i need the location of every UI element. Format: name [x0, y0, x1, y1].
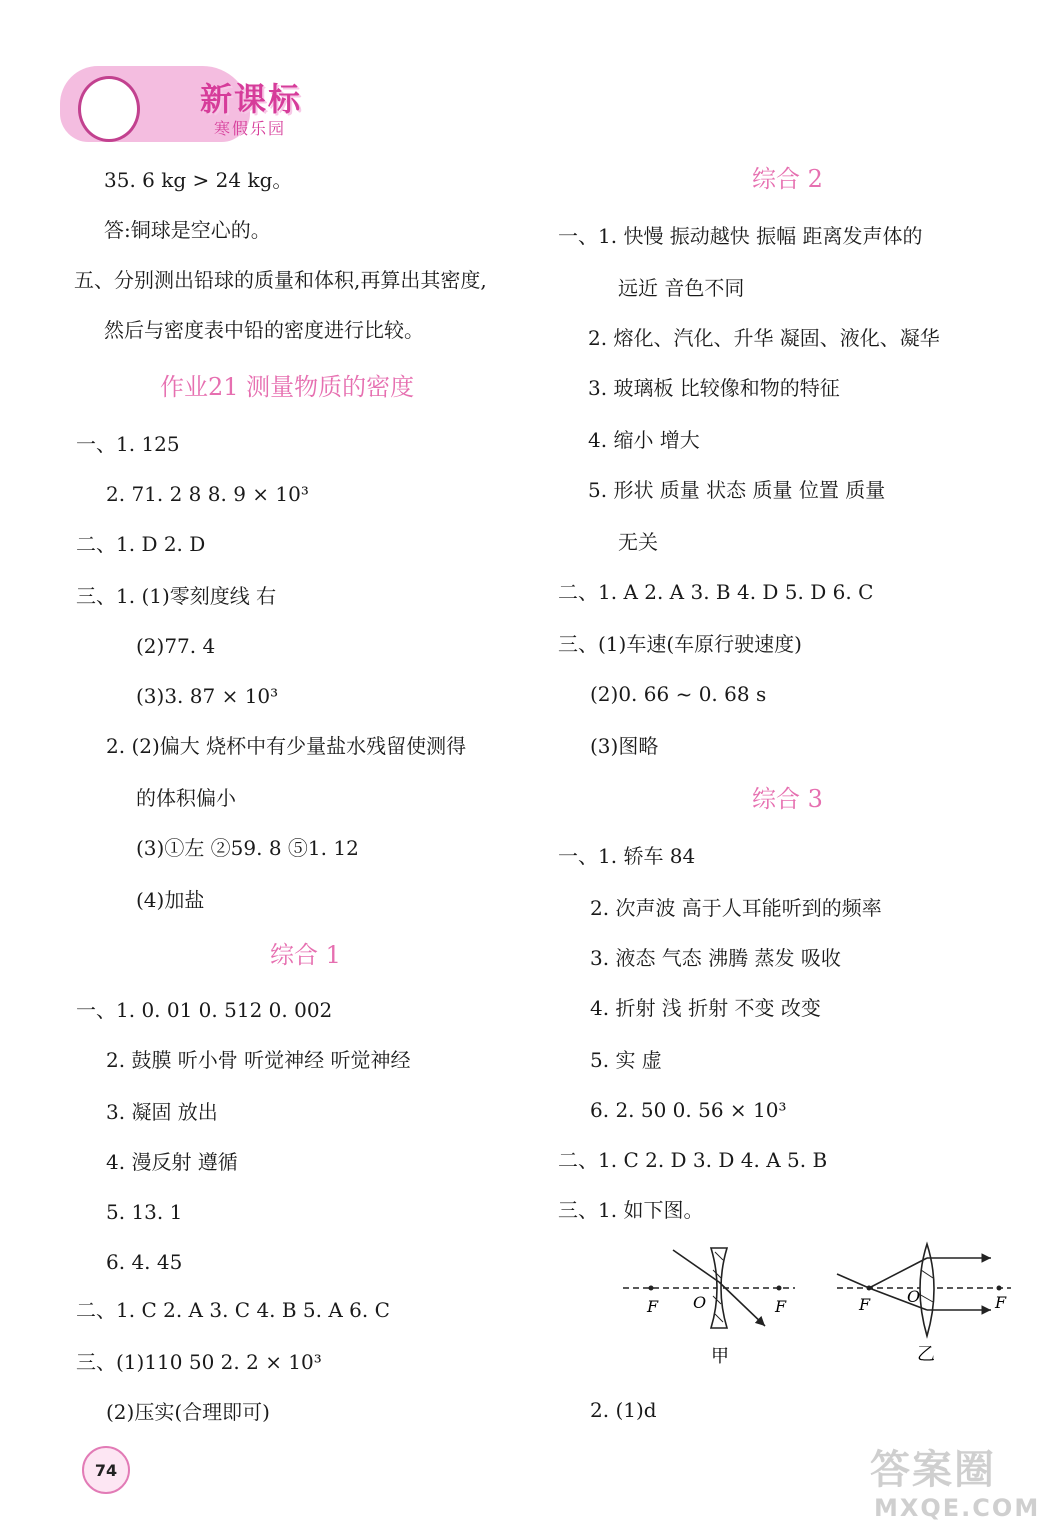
- answer-line: (2)0. 66 ~ 0. 68 s: [590, 682, 767, 706]
- watermark-text: 答案圈: [870, 1447, 996, 1493]
- answer-line: (2)压实(合理即可): [106, 1400, 270, 1424]
- answer-line: 6. 4. 45: [106, 1250, 183, 1274]
- answer-line: 2. 71. 2 8 8. 9 × 10³: [106, 482, 309, 506]
- answer-line: 的体积偏小: [136, 786, 236, 810]
- answer-line: 答:铜球是空心的。: [104, 218, 271, 242]
- answer-line: (2)77. 4: [136, 634, 216, 658]
- figure-label-yi: 乙: [917, 1344, 935, 1365]
- optical-center-label: O: [907, 1287, 921, 1306]
- answer-line: 2. 次声波 高于人耳能听到的频率: [590, 896, 882, 920]
- logo-subtitle: 寒假乐园: [214, 119, 287, 138]
- answer-line: 2. 熔化、汽化、升华 凝固、液化、凝华: [588, 326, 940, 350]
- answer-line: 一、1. 轿车 84: [558, 844, 696, 868]
- concave-lens-figure: [623, 1248, 795, 1367]
- answer-line: 远近 音色不同: [618, 276, 745, 300]
- page-number: 74: [82, 1446, 130, 1494]
- answer-line: 三、1. (1)零刻度线 右: [76, 584, 277, 608]
- answer-line: 6. 2. 50 0. 56 × 10³: [590, 1098, 787, 1122]
- answer-line: (3)①左 ②59. 8 ⑤1. 12: [136, 836, 359, 860]
- section-heading: 作业21 测量物质的密度: [160, 373, 415, 401]
- answer-line: (3)图略: [590, 734, 659, 758]
- section-heading: 综合 1: [270, 941, 341, 969]
- snowman-icon: [78, 76, 140, 142]
- answer-line: 三、(1)车速(车原行驶速度): [558, 632, 802, 656]
- section-heading: 综合 3: [752, 785, 823, 813]
- lens-diagram: [615, 1240, 1025, 1370]
- answer-line: 5. 实 虚: [590, 1048, 662, 1072]
- answer-line: 2. (1)d: [590, 1398, 657, 1422]
- answer-line: 3. 玻璃板 比较像和物的特征: [588, 376, 840, 400]
- answer-line: 4. 缩小 增大: [588, 428, 700, 452]
- answer-line: 一、1. 125: [76, 432, 180, 456]
- answer-line: 2. (2)偏大 烧杯中有少量盐水残留使测得: [106, 734, 467, 758]
- answer-line: 4. 漫反射 遵循: [106, 1150, 238, 1174]
- watermark-url: MXQE.COM: [874, 1494, 1041, 1522]
- answer-line: 一、1. 0. 01 0. 512 0. 002: [76, 998, 333, 1022]
- focus-label: F: [995, 1293, 1007, 1312]
- answer-line: 3. 凝固 放出: [106, 1100, 218, 1124]
- optical-center-label: O: [693, 1293, 707, 1312]
- section-heading: 综合 2: [752, 165, 823, 193]
- logo-brand-text: 新课标: [200, 80, 303, 118]
- answer-line: 5. 形状 质量 状态 质量 位置 质量: [588, 478, 886, 502]
- answer-line: (4)加盐: [136, 888, 205, 912]
- answer-line: 然后与密度表中铅的密度进行比较。: [104, 318, 424, 342]
- answer-line: 二、1. C 2. A 3. C 4. B 5. A 6. C: [76, 1298, 390, 1322]
- focus-label: F: [775, 1297, 787, 1316]
- answer-line: 五、分别测出铅球的质量和体积,再算出其密度,: [74, 268, 487, 292]
- logo: [58, 58, 328, 146]
- answer-line: 无关: [618, 530, 658, 554]
- answer-line: 二、1. A 2. A 3. B 4. D 5. D 6. C: [558, 580, 874, 604]
- answer-line: 二、1. D 2. D: [76, 532, 206, 556]
- answer-line: 3. 液态 气态 沸腾 蒸发 吸收: [590, 946, 841, 970]
- answer-line: 35. 6 kg > 24 kg。: [104, 168, 293, 192]
- focus-label: F: [859, 1295, 871, 1314]
- answer-line: (3)3. 87 × 10³: [136, 684, 279, 708]
- convex-lens-figure: [837, 1244, 1011, 1365]
- answer-line: 2. 鼓膜 听小骨 听觉神经 听觉神经: [106, 1048, 411, 1072]
- answer-line: 4. 折射 浅 折射 不变 改变: [590, 996, 821, 1020]
- focus-label: F: [647, 1297, 659, 1316]
- answer-line: 5. 13. 1: [106, 1200, 183, 1224]
- answer-line: 一、1. 快慢 振动越快 振幅 距离发声体的: [558, 224, 923, 248]
- watermark: [866, 1438, 1041, 1526]
- answer-line: 三、1. 如下图。: [558, 1198, 704, 1222]
- answer-line: 二、1. C 2. D 3. D 4. A 5. B: [558, 1148, 828, 1172]
- figure-label-jia: 甲: [711, 1346, 729, 1367]
- answer-line: 三、(1)110 50 2. 2 × 10³: [76, 1350, 322, 1374]
